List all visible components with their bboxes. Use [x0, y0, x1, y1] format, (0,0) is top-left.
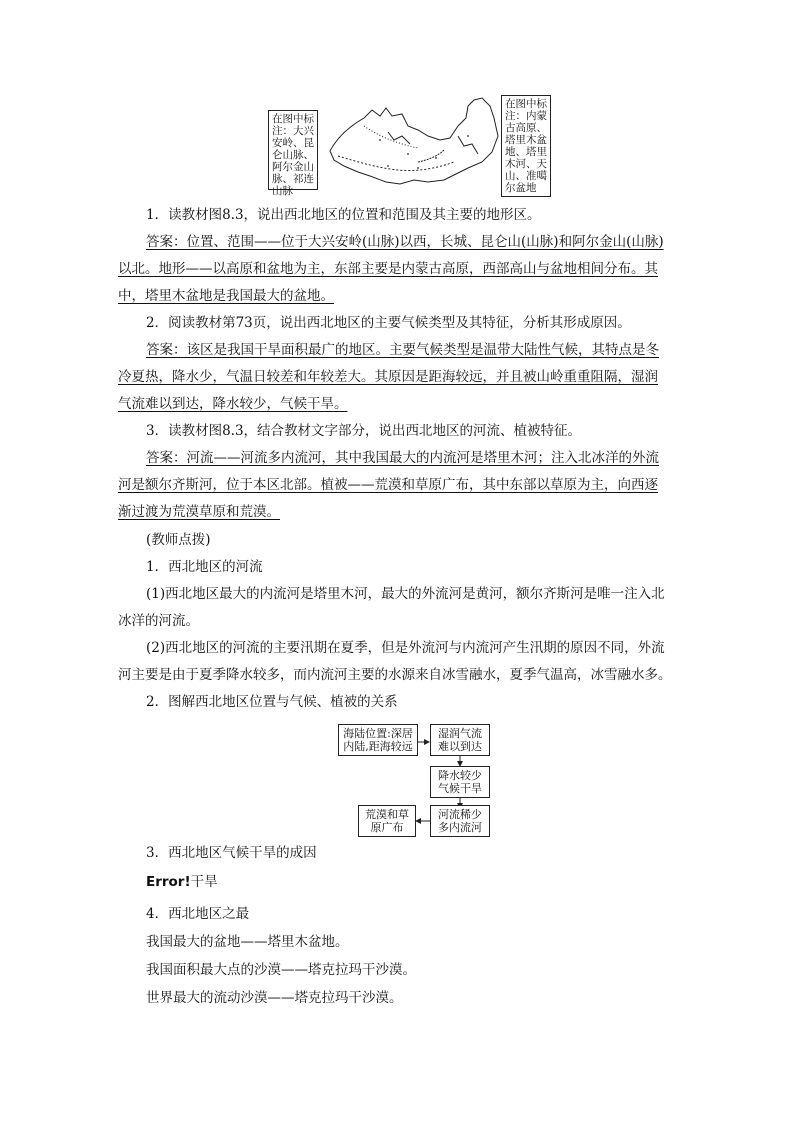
section-1-para-1-line-1: (1)西北地区最大的内流河是塔里木河，最大的外流河是黄河，额尔齐斯河是唯一注入北 — [146, 586, 665, 602]
answer-2-line-2: 冷夏热，降水少，气温日较差和年较差大。其原因是距海较远，并且被山岭重重阻隔，湿润 — [118, 369, 658, 385]
answer-1-line-2: 以北。地形——以高原和盆地为主，东部主要是内蒙古高原，西部高山与盆地相间分布。其 — [118, 261, 658, 277]
section-3-suffix: 干旱 — [190, 874, 218, 890]
section-1-para-2-line-1: (2)西北地区的河流的主要汛期在夏季，但是外流河与内流河产生汛期的原因不同，外流 — [146, 640, 665, 656]
section-3-content — [146, 872, 708, 892]
flow-box-moist-air: 湿润气流 难以到达 — [430, 724, 490, 756]
answer-3-line-3: 渐过渡为荒漠草原和荒漠。 — [118, 504, 280, 520]
section-3-title: 3．西北地区气候干旱的成因 — [146, 845, 317, 861]
question-2: 2．阅读教材第73页，说出西北地区的主要气候类型及其特征，分析其形成原因。 — [146, 315, 631, 331]
section-4-line-2: 我国面积最大点的沙漠——塔克拉玛干沙漠。 — [146, 962, 416, 978]
question-1: 1．读教材图8.3，说出西北地区的位置和范围及其主要的地形区。 — [146, 207, 541, 223]
answer-3-line-1: 答案：河流——河流多内流河，其中我国最大的内流河是塔里木河；注入北冰洋的外流 — [146, 450, 659, 466]
answer-1-line-3: 中，塔里木盆地是我国最大的盆地。 — [118, 288, 334, 304]
error-text: Error! — [146, 874, 191, 890]
answer-2-line-3: 气流难以到达，降水较少，气候干旱。 — [118, 396, 348, 412]
section-4-line-1: 我国最大的盆地——塔里木盆地。 — [146, 934, 349, 950]
flow-box-rivers: 河流稀少 多内流河 — [430, 805, 490, 837]
section-4-line-3: 世界最大的流动沙漠——塔克拉玛干沙漠。 — [146, 990, 403, 1006]
section-1-para-2-line-2: 河主要是由于夏季降水较多，而内流河主要的水源来自冰雪融水，夏季气温高，冰雪融水多。 — [118, 667, 672, 683]
answer-2-line-1: 答案：该区是我国干旱面积最广的地区。主要气候类型是温带大陆性气候，其特点是冬 — [146, 342, 659, 358]
section-1-para-1-line-2: 冰洋的河流。 — [118, 613, 199, 629]
answer-3-line-2: 河是额尔齐斯河，位于本区北部。植被——荒漠和草原广布，其中东部以草原为主，向西逐 — [118, 477, 658, 493]
map-label-box-left: 在图中标注：大兴安岭、昆仑山脉、阿尔金山脉、祁连山脉 — [268, 110, 318, 190]
flow-box-vegetation: 荒漠和草 原广布 — [358, 805, 416, 837]
answer-1-line-1: 答案：位置、范围——位于大兴安岭(山脉)以西，长城、昆仑山(山脉)和阿尔金山(山脉) — [146, 234, 664, 250]
question-3: 3．读教材图8.3，结合教材文字部分，说出西北地区的河流、植被特征。 — [146, 423, 582, 439]
map-label-box-right: 在图中标注：内蒙古高原、塔里木盆地、塔里木河、天山、准噶尔盆地 — [501, 95, 551, 197]
teacher-heading: (教师点拨) — [146, 532, 211, 548]
section-4-title: 4．西北地区之最 — [146, 906, 250, 922]
section-2-title: 2．图解西北地区位置与气候、植被的关系 — [146, 694, 398, 710]
flow-box-location: 海陆位置:深居 内陆,距海较远 — [338, 724, 418, 756]
section-1-title: 1．西北地区的河流 — [146, 559, 263, 575]
flow-box-dry-climate: 降水较少 气候干旱 — [430, 766, 490, 798]
